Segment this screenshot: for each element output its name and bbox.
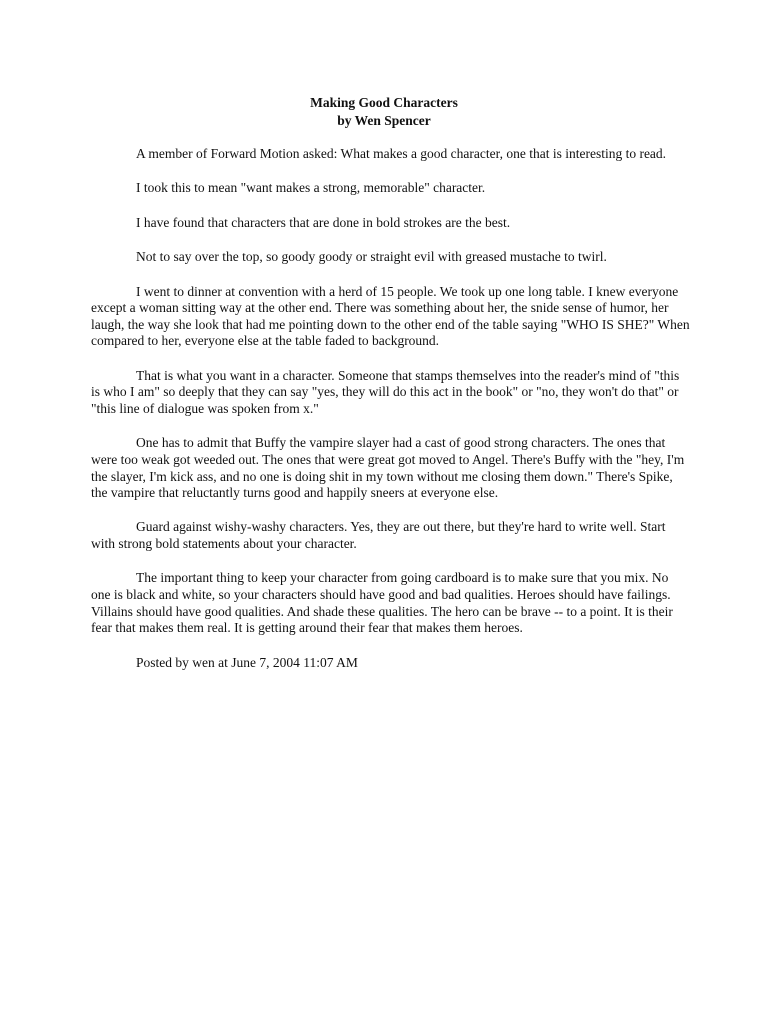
paragraph: That is what you want in a character. Someone that stamps themselves into the reader's mind of "this is who I am" so deeply that they can say "yes, they will do this act in the book" or "no, they won't do that" or "this line of dialogue was spoken from x." — [91, 367, 680, 416]
document-byline: by Wen Spencer — [337, 113, 431, 128]
document-title: Making Good Characters — [310, 95, 458, 110]
paragraph: The important thing to keep your character from going cardboard is to make sure that you mix. No one is black and white, so your characters should have good and bad qualities. Heroes should have failings. Villains should have good qualities. And shade these qualities. The hero can be brave -- to a point. It is their fear that makes them real. It is getting around their fear that makes them heroes. — [91, 570, 673, 636]
paragraph: One has to admit that Buffy the vampire slayer had a cast of good strong characters. The ones that were too weak got weeded out. The ones that were great got moved to Angel. There's Buffy with the "hey, I'm the slayer, I'm kick ass, and no one is doing shit in my town without me closing them down." There's Spike, the vampire that reluctantly turns good and happily sneers at everyone else. — [91, 435, 685, 501]
paragraph: Not to say over the top, so goody goody or straight evil with greased mustache to twirl. — [136, 249, 607, 265]
post-footer: Posted by wen at June 7, 2004 11:07 AM — [136, 654, 358, 670]
title-block — [0, 94, 768, 130]
paragraph: I took this to mean "want makes a strong, memorable" character. — [136, 180, 486, 196]
paragraph: I went to dinner at convention with a herd of 15 people. We took up one long table. I knew everyone except a woman sitting way at the other end. There was something about her, the snide sense of humor, her laugh, the way she look that had me pointing down to the other end of the table saying "WHO IS SHE?" When compared to her, everyone else at the table faded to background. — [91, 283, 690, 349]
paragraph: A member of Forward Motion asked: What makes a good character, one that is interesting to read. — [136, 146, 667, 161]
paragraph: I have found that characters that are done in bold strokes are the best. — [136, 214, 511, 230]
document-body — [91, 146, 691, 689]
paragraph: Guard against wishy-washy characters. Yes, they are out there, but they're hard to write well. Start with strong bold statements about your character. — [91, 519, 666, 552]
